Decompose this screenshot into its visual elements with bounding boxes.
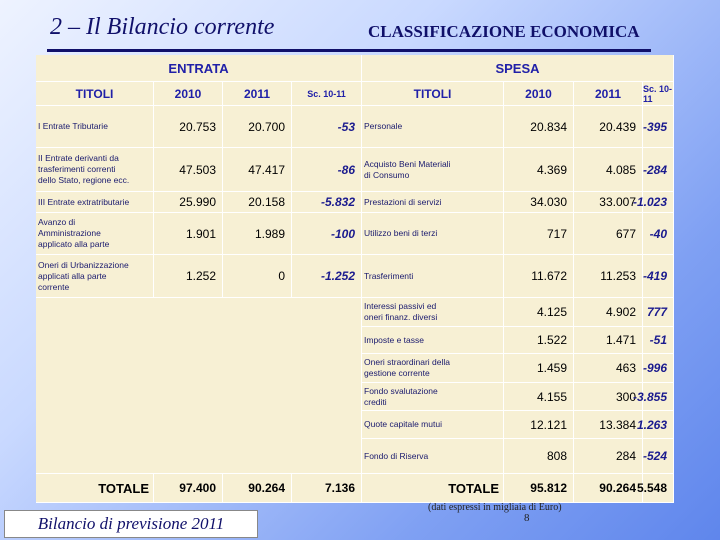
label-line: Amministrazione bbox=[38, 228, 101, 238]
spesa-variance: -524 bbox=[643, 439, 674, 474]
spesa-column-header: 2010 bbox=[504, 82, 574, 106]
spesa-value-2010: 717 bbox=[504, 213, 574, 255]
entrata-column-header: TITOLI bbox=[36, 82, 154, 106]
units-note: (dati espressi in migliaia di Euro) bbox=[428, 502, 562, 513]
entrata-column-header: 2011 bbox=[223, 82, 292, 106]
entrata-value-2010: 1.901 bbox=[154, 213, 223, 255]
spesa-value-2010: 4.125 bbox=[504, 298, 574, 327]
spesa-value-2011: 463 bbox=[574, 354, 643, 383]
entrata-total-2011: 90.264 bbox=[223, 474, 292, 503]
spesa-row-label bbox=[362, 354, 504, 383]
entrata-row-label bbox=[36, 148, 154, 192]
label-line: dello Stato, regione ecc. bbox=[38, 175, 130, 185]
entrata-value-2010: 47.503 bbox=[154, 148, 223, 192]
spesa-variance: -1.023 bbox=[643, 192, 674, 213]
spesa-variance: -996 bbox=[643, 354, 674, 383]
label-line: I Entrate Tributarie bbox=[38, 121, 108, 131]
slide-title: 2 – Il Bilancio corrente bbox=[50, 14, 275, 40]
spesa-variance: -51 bbox=[643, 327, 674, 354]
label-line: Fondo di Riserva bbox=[364, 450, 429, 461]
label-line: Oneri straordinari della bbox=[364, 357, 450, 367]
entrata-value-2011: 0 bbox=[223, 255, 292, 298]
entrata-value-2011: 20.700 bbox=[223, 106, 292, 148]
label-line: Utilizzo beni di terzi bbox=[364, 228, 438, 238]
label-line: applicati alla parte bbox=[38, 270, 107, 281]
label-line: gestione corrente bbox=[364, 368, 430, 378]
entrata-value-2010: 1.252 bbox=[154, 255, 223, 298]
spesa-value-2010: 4.155 bbox=[504, 383, 574, 411]
page-number: 8 bbox=[524, 512, 530, 524]
entrata-variance: -1.252 bbox=[292, 255, 362, 298]
entrata-variance: -53 bbox=[292, 106, 362, 148]
label-line: Prestazioni di servizi bbox=[364, 196, 442, 207]
spesa-variance: -419 bbox=[643, 255, 674, 298]
spesa-column-header: TITOLI bbox=[362, 82, 504, 106]
label-line: di Consumo bbox=[364, 169, 410, 180]
spesa-row-label bbox=[362, 255, 504, 298]
label-line: Avanzo di bbox=[38, 217, 76, 227]
spesa-row-label bbox=[362, 106, 504, 148]
spesa-value-2010: 11.672 bbox=[504, 255, 574, 298]
label-line: oneri finanz. diversi bbox=[364, 312, 438, 322]
spesa-value-2011: 284 bbox=[574, 439, 643, 474]
entrata-value-2011: 47.417 bbox=[223, 148, 292, 192]
label-line: Acquisto Beni Materiali bbox=[364, 158, 451, 169]
spesa-value-2010: 1.522 bbox=[504, 327, 574, 354]
entrata-variance: -86 bbox=[292, 148, 362, 192]
spesa-column-header: Sc. 10-11 bbox=[643, 82, 674, 106]
entrata-total-variance: 7.136 bbox=[292, 474, 362, 503]
spesa-total-2010: 95.812 bbox=[504, 474, 574, 503]
spesa-total-label: TOTALE bbox=[362, 474, 504, 503]
label-line: applicato alla parte bbox=[38, 239, 110, 249]
entrata-row-label bbox=[36, 192, 154, 213]
entrata-column-header: Sc. 10-11 bbox=[292, 82, 362, 106]
label-line: III Entrate extratributarie bbox=[38, 196, 130, 207]
spesa-variance: 777 bbox=[643, 298, 674, 327]
entrata-value-2010: 20.753 bbox=[154, 106, 223, 148]
label-line: Fondo svalutazione bbox=[364, 385, 438, 396]
spesa-variance: -395 bbox=[643, 106, 674, 148]
slide-subtitle: CLASSIFICAZIONE ECONOMICA bbox=[368, 22, 640, 41]
spesa-row-label bbox=[362, 148, 504, 192]
spesa-total-variance: 5.548 bbox=[643, 474, 674, 503]
spesa-header: SPESA bbox=[362, 55, 674, 82]
spesa-variance: -284 bbox=[643, 148, 674, 192]
spesa-row-label bbox=[362, 213, 504, 255]
spesa-value-2011: 33.007 bbox=[574, 192, 643, 213]
entrata-empty-area bbox=[36, 298, 362, 474]
spesa-row-label bbox=[362, 383, 504, 411]
spesa-value-2011: 13.384 bbox=[574, 411, 643, 439]
entrata-variance: -5.832 bbox=[292, 192, 362, 213]
title-underline bbox=[47, 49, 651, 52]
entrata-column-header: 2010 bbox=[154, 82, 223, 106]
spesa-total-2011: 90.264 bbox=[574, 474, 643, 503]
spesa-value-2010: 1.459 bbox=[504, 354, 574, 383]
entrata-value-2011: 20.158 bbox=[223, 192, 292, 213]
label-line: Imposte e tasse bbox=[364, 334, 425, 345]
spesa-row-label bbox=[362, 411, 504, 439]
spesa-value-2010: 808 bbox=[504, 439, 574, 474]
label-line: Oneri di Urbanizzazione bbox=[38, 259, 129, 270]
entrata-value-2010: 25.990 bbox=[154, 192, 223, 213]
spesa-variance: 1.263 bbox=[643, 411, 674, 439]
label-line: Quote capitale mutui bbox=[364, 419, 442, 429]
entrata-row-label bbox=[36, 213, 154, 255]
entrata-value-2011: 1.989 bbox=[223, 213, 292, 255]
footer-label: Bilancio di previsione 2011 bbox=[4, 510, 258, 538]
entrata-total-label: TOTALE bbox=[36, 474, 154, 503]
spesa-value-2011: 4.902 bbox=[574, 298, 643, 327]
spesa-value-2011: 20.439 bbox=[574, 106, 643, 148]
entrata-row-label bbox=[36, 255, 154, 298]
entrata-header: ENTRATA bbox=[36, 55, 362, 82]
spesa-value-2011: 300 bbox=[574, 383, 643, 411]
spesa-value-2011: 11.253 bbox=[574, 255, 643, 298]
spesa-row-label bbox=[362, 327, 504, 354]
spesa-variance: -3.855 bbox=[643, 383, 674, 411]
spesa-value-2011: 1.471 bbox=[574, 327, 643, 354]
spesa-value-2011: 677 bbox=[574, 213, 643, 255]
spesa-value-2010: 12.121 bbox=[504, 411, 574, 439]
spesa-row-label bbox=[362, 192, 504, 213]
spesa-value-2010: 20.834 bbox=[504, 106, 574, 148]
spesa-value-2011: 4.085 bbox=[574, 148, 643, 192]
entrata-total-2010: 97.400 bbox=[154, 474, 223, 503]
budget-table bbox=[36, 55, 674, 503]
label-line: Personale bbox=[364, 121, 403, 131]
label-line: trasferimenti correnti bbox=[38, 164, 116, 174]
label-line: crediti bbox=[364, 396, 387, 407]
spesa-value-2010: 4.369 bbox=[504, 148, 574, 192]
spesa-column-header: 2011 bbox=[574, 82, 643, 106]
label-line: II Entrate derivanti da bbox=[38, 153, 119, 163]
label-line: corrente bbox=[38, 281, 70, 292]
entrata-variance: -100 bbox=[292, 213, 362, 255]
spesa-row-label bbox=[362, 298, 504, 327]
spesa-variance: -40 bbox=[643, 213, 674, 255]
entrata-row-label bbox=[36, 106, 154, 148]
spesa-row-label bbox=[362, 439, 504, 474]
label-line: Interessi passivi ed bbox=[364, 301, 437, 311]
label-line: Trasferimenti bbox=[364, 270, 414, 281]
spesa-value-2010: 34.030 bbox=[504, 192, 574, 213]
